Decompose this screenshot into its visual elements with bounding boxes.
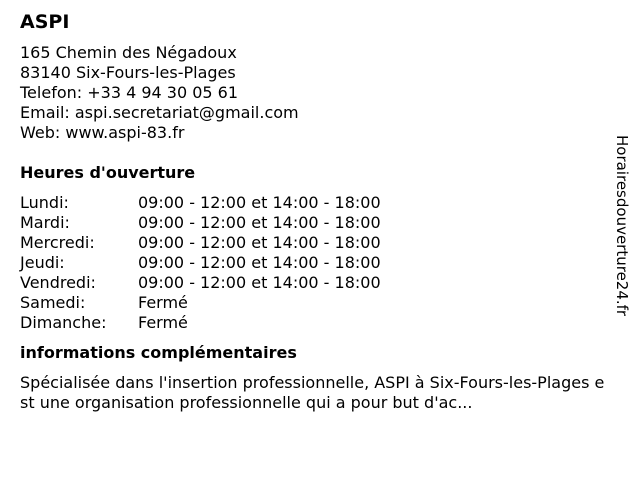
time-value: 09:00 - 12:00 et 14:00 - 18:00: [138, 273, 381, 292]
email-address: Email: aspi.secretariat@gmail.com: [20, 103, 299, 122]
hours-row-sunday: [20, 313, 610, 333]
time-value: 09:00 - 12:00 et 14:00 - 18:00: [138, 253, 381, 272]
address-line-1: 165 Chemin des Négadoux: [20, 43, 237, 62]
hours-row-wednesday: [20, 233, 610, 253]
time-value: 09:00 - 12:00 et 14:00 - 18:00: [138, 233, 381, 252]
info-description: Spécialisée dans l'insertion professionnelle, ASPI à Six-Fours-les-Plages est une organisation professionnelle qui a pour but d'ac...: [20, 373, 605, 412]
site-watermark: [611, 135, 633, 375]
hours-row-tuesday: [20, 213, 610, 233]
contact-block: [20, 43, 610, 143]
day-label: Mardi:: [20, 213, 70, 232]
hours-table: [20, 193, 610, 333]
hours-row-friday: [20, 273, 610, 293]
time-value: 09:00 - 12:00 et 14:00 - 18:00: [138, 213, 381, 232]
day-label: Vendredi:: [20, 273, 96, 292]
website-url: Web: www.aspi-83.fr: [20, 123, 185, 142]
hours-row-saturday: [20, 293, 610, 313]
info-heading: informations complémentaires: [20, 343, 297, 362]
time-value: Fermé: [138, 313, 188, 332]
day-label: Samedi:: [20, 293, 86, 312]
hours-row-monday: [20, 193, 610, 213]
day-label: Jeudi:: [20, 253, 65, 272]
watermark-text: Horairesdouverture24.fr: [613, 135, 631, 317]
day-label: Dimanche:: [20, 313, 107, 332]
day-label: Lundi:: [20, 193, 69, 212]
address-line-2: 83140 Six-Fours-les-Plages: [20, 63, 236, 82]
business-name: ASPI: [20, 11, 70, 33]
day-label: Mercredi:: [20, 233, 95, 252]
hours-heading: Heures d'ouverture: [20, 163, 196, 182]
business-card: [20, 10, 610, 413]
phone-number: Telefon: +33 4 94 30 05 61: [20, 83, 239, 102]
time-value: Fermé: [138, 293, 188, 312]
time-value: 09:00 - 12:00 et 14:00 - 18:00: [138, 193, 381, 212]
hours-row-thursday: [20, 253, 610, 273]
